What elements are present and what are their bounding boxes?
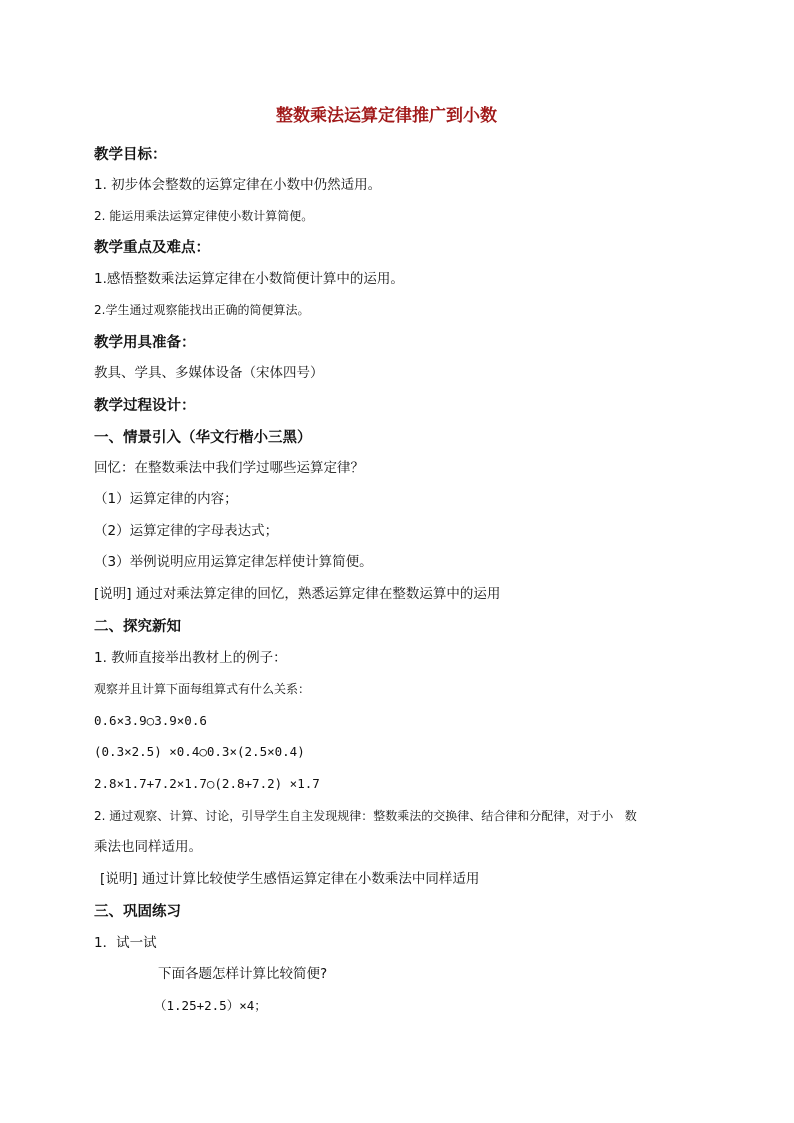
section-2-expression-1: 0.6×3.9○3.9×0.6 — [94, 713, 207, 728]
section-1-question-3: （3）举例说明应用运算定律怎样使计算简便。 — [94, 554, 373, 570]
section-3-try: 1．试一试 — [94, 935, 157, 951]
section-2-expression-3: 2.8×1.7+7.2×1.7○(2.8+7.2) ×1.7 — [94, 776, 320, 791]
materials-text: 教具、学具、多媒体设备（宋体四号） — [94, 365, 324, 381]
materials-heading: 教学用具准备： — [94, 335, 196, 351]
section-2-step-2-line-1: 2. 通过观察、计算、讨论，引导学生自主发现规律：整数乘法的交换律、结合律和分配律，对于小 数 — [94, 809, 637, 823]
section-2-step-1: 1. 教师直接举出教材上的例子： — [94, 650, 287, 666]
objective-item-1: 1. 初步体会整数的运算定律在小数中仍然适用。 — [94, 177, 382, 193]
section-2-note: [说明] 通过计算比较使学生感悟运算定律在小数乘法中同样适用 — [100, 871, 480, 887]
section-3-heading: 三、巩固练习 — [94, 904, 181, 920]
objective-item-2: 2. 能运用乘法运算定律使小数计算简便。 — [94, 209, 314, 223]
objectives-heading: 教学目标： — [94, 147, 167, 163]
section-2-heading: 二、探究新知 — [94, 619, 181, 635]
section-2-expression-2: (0.3×2.5) ×0.4○0.3×(2.5×0.4) — [94, 744, 305, 759]
section-2-step-2-line-2: 乘法也同样适用。 — [94, 839, 202, 855]
section-3-prompt: 下面各题怎样计算比较简便? — [158, 966, 328, 982]
section-1-heading: 一、情景引入（华文行楷小三黑） — [94, 430, 312, 446]
document-title: 整数乘法运算定律推广到小数 — [276, 106, 497, 126]
key-point-item-1: 1.感悟整数乘法运算定律在小数简便计算中的运用。 — [94, 271, 404, 287]
section-1-note: [说明] 通过对乘法算定律的回忆，熟悉运算定律在整数运算中的运用 — [94, 586, 501, 602]
section-1-question-2: （2）运算定律的字母表达式； — [94, 523, 279, 539]
section-3-expression-1: （1.25+2.5）×4； — [154, 998, 267, 1013]
section-1-recall: 回忆：在整数乘法中我们学过哪些运算定律？ — [94, 460, 364, 476]
section-2-observe: 观察并且计算下面每组算式有什么关系： — [94, 682, 311, 696]
section-1-question-1: （1）运算定律的内容； — [94, 491, 238, 507]
key-points-heading: 教学重点及难点： — [94, 240, 210, 256]
process-heading: 教学过程设计： — [94, 398, 196, 414]
key-point-item-2: 2.学生通过观察能找出正确的简便算法。 — [94, 303, 310, 317]
